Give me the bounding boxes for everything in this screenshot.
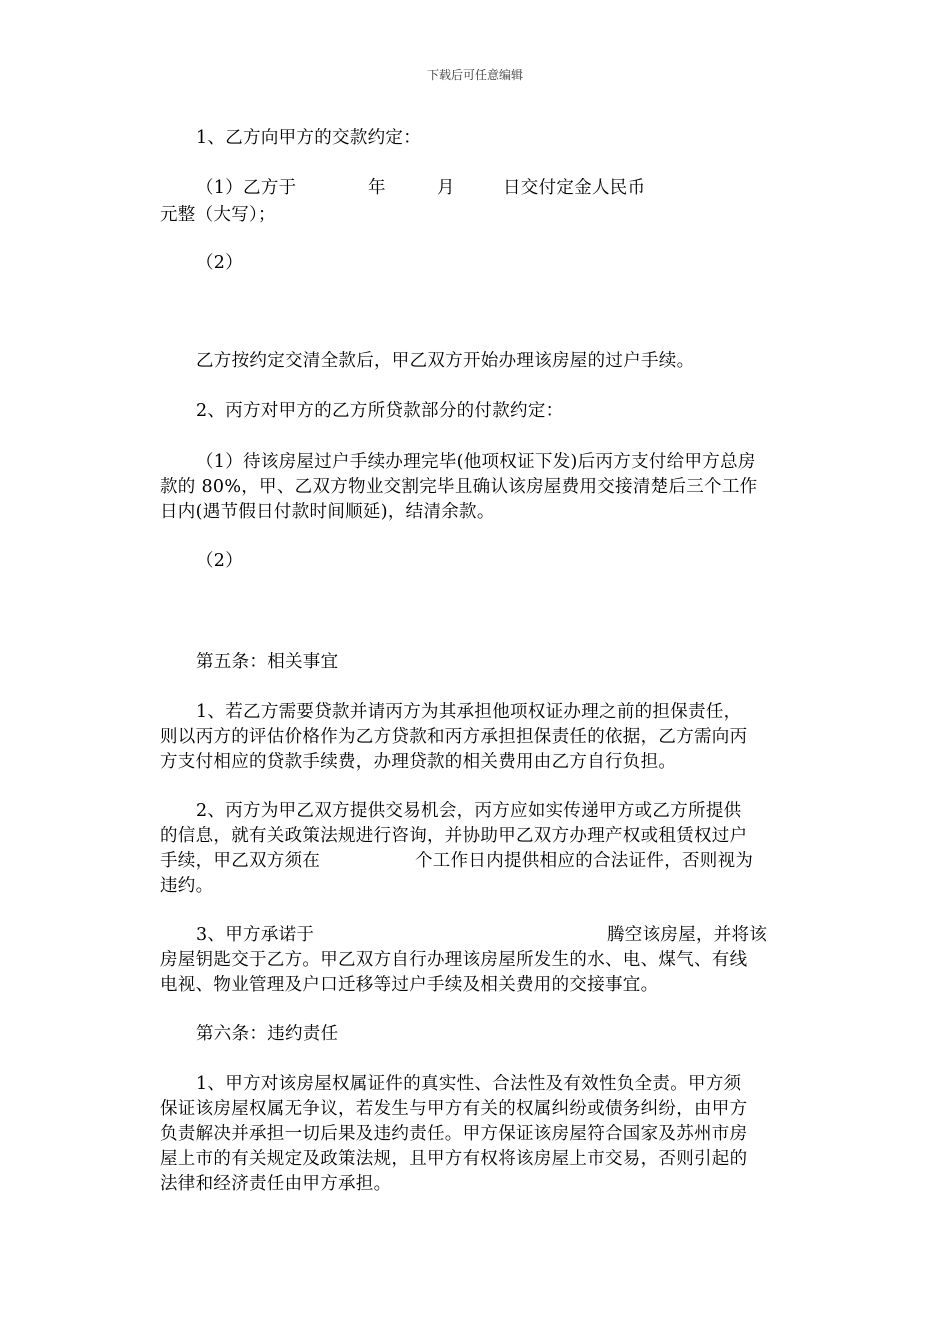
text-line: 个工作日内提供相应的合法证件，否则视为 xyxy=(415,851,754,871)
section-heading: 第六条：违约责任 xyxy=(196,1024,339,1044)
text-line: （1）乙方于 xyxy=(196,178,297,198)
text-line: 电视、物业管理及户口迁移等过户手续及相关费用的交接事宜。 xyxy=(160,975,659,995)
text-line: 保证该房屋权属无争议，若发生与甲方有关的权属纠纷或债务纠纷，由甲方 xyxy=(160,1099,748,1119)
text-line: （2） xyxy=(196,551,244,571)
text-line: 手续，甲乙双方须在 xyxy=(160,851,321,871)
text-line: （1）待该房屋过户手续办理完毕(他项权证下发)后丙方支付给甲方总房 xyxy=(196,452,756,472)
text-line: 则以丙方的评估价格作为乙方贷款和丙方承担担保责任的依据，乙方需向丙 xyxy=(160,727,748,747)
text-line: 1、若乙方需要贷款并请丙方为其承担他项权证办理之前的担保责任， xyxy=(196,702,742,722)
page-header: 下载后可任意编辑 xyxy=(426,68,523,82)
text-line: 月 xyxy=(437,178,455,198)
text-line: 1、甲方对该房屋权属证件的真实性、合法性及有效性负全责。甲方须 xyxy=(196,1074,742,1094)
text-line: 款的 80%，甲、乙双方物业交割完毕且确认该房屋费用交接清楚后三个工作 xyxy=(160,477,758,497)
text-line: 年 xyxy=(368,178,386,198)
text-line: 日交付定金人民币 xyxy=(503,178,646,198)
text-line: 乙方按约定交清全款后，甲乙双方开始办理该房屋的过户手续。 xyxy=(196,351,695,371)
text-line: 2、丙方为甲乙双方提供交易机会，丙方应如实传递甲方或乙方所提供 xyxy=(196,801,742,821)
text-line: 1、乙方向甲方的交款约定： xyxy=(196,128,422,148)
section-heading: 第五条：相关事宜 xyxy=(196,652,339,672)
text-line: 负责解决并承担一切后果及违约责任。甲方保证该房屋符合国家及苏州市房 xyxy=(160,1124,748,1144)
text-line: 法律和经济责任由甲方承担。 xyxy=(160,1174,392,1194)
text-line: 3、甲方承诺于 xyxy=(196,925,315,945)
text-line: 日内(遇节假日付款时间顺延)，结清余款。 xyxy=(160,502,495,522)
text-line: 的信息，就有关政策法规进行咨询，并协助甲乙双方办理产权或租赁权过户 xyxy=(160,826,748,846)
text-line: 方支付相应的贷款手续费，办理贷款的相关费用由乙方自行负担。 xyxy=(160,752,677,772)
text-line: 腾空该房屋，并将该 xyxy=(607,925,768,945)
text-line: 房屋钥匙交于乙方。甲乙双方自行办理该房屋所发生的水、电、煤气、有线 xyxy=(160,950,748,970)
text-line: 违约。 xyxy=(160,876,214,896)
text-line: 2、丙方对甲方的乙方所贷款部分的付款约定： xyxy=(196,401,564,421)
text-line: 屋上市的有关规定及政策法规，且甲方有权将该房屋上市交易，否则引起的 xyxy=(160,1149,748,1169)
text-line: 元整（大写）； xyxy=(160,205,276,225)
text-line: （2） xyxy=(196,253,244,273)
